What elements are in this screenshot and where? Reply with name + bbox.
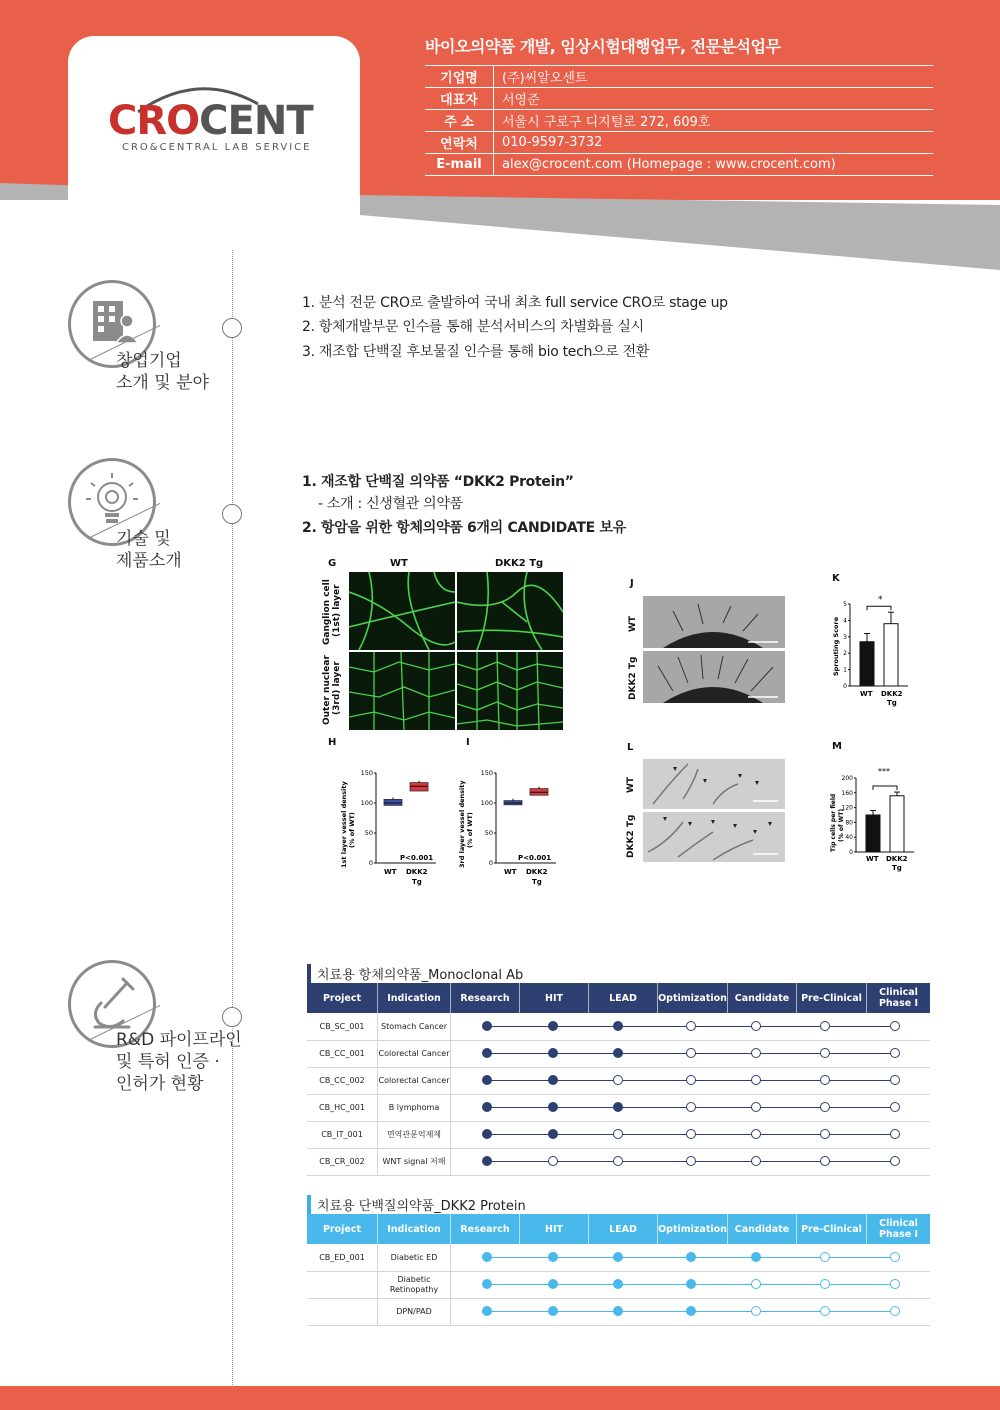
stage-dot-empty [751,1102,761,1112]
bar [866,815,880,852]
chart-m-xtick: Tg [892,864,902,872]
row-indication: Diabetic ED [378,1244,451,1271]
stage-dot-filled [548,1306,558,1316]
stage-dot-empty [613,1156,623,1166]
chart-i-pvalue: P<0.001 [518,854,552,862]
chart-i-vessel-density [452,760,562,890]
pipeline-row [307,1040,930,1068]
info-value: alex@crocent.com (Homepage : www.crocent.com) [494,154,934,176]
protein-pipeline-table [307,1214,930,1325]
row-project: CB_SC_001 [307,1013,378,1040]
stage-dot-empty [751,1306,761,1316]
pipeline-row [307,1094,930,1122]
bar [860,642,874,686]
stage-dot-filled [548,1279,558,1289]
header-stage-line: Phase I [878,998,919,1009]
header-stage [867,1214,930,1244]
y-tick-label: 0 [368,859,373,867]
chart-h-vessel-density [334,760,444,890]
vlabel-line: Outer nuclear [322,655,332,725]
stage-dot-filled [548,1048,558,1058]
stage-dot-filled [686,1252,696,1262]
stage-dot-empty [686,1075,696,1085]
header-stage: Candidate [728,1214,797,1244]
y-tick-label: 50 [484,829,493,837]
header-indication: Indication [378,1214,451,1244]
chart-k-ylabel: Sprouting Score [832,616,840,676]
header-stage: Optimization [658,1214,728,1244]
section-title-line: 소개 및 분야 [116,373,209,393]
row-project: CB_IT_001 [307,1121,378,1148]
protein-pipeline-title: 치료용 단백질의약품_DKK2 Protein [307,1195,526,1214]
row-project [307,1298,378,1325]
y-tick-label: 80 [845,819,853,827]
sprout-image-tg [643,651,785,703]
stage-dot-empty [751,1075,761,1085]
timeline-dot [222,504,242,524]
header-stage: Research [451,1214,520,1244]
company-info-table [425,65,933,176]
stage-dot-filled [482,1021,492,1031]
y-tick-label: 0 [488,859,493,867]
section-title-line: 기술 및 [116,529,171,549]
stage-dot-empty [820,1156,830,1166]
header-stage: Candidate [728,983,797,1013]
row-indication: DPN/PAD [378,1298,451,1325]
panel-g-row2-label [322,655,342,725]
logo-part2: CENT [199,98,313,144]
chart-h-xtick: DKK2 [406,868,428,876]
stage-dot-empty [751,1048,761,1058]
tip-cell-image-wt [643,759,785,809]
stage-dot-filled [482,1102,492,1112]
panel-label-m: M [832,741,842,752]
stage-dot-filled [482,1129,492,1139]
section-title-line: 창업기업 [116,351,182,371]
header-stage: Optimization [658,983,728,1013]
stage-dot-filled [548,1021,558,1031]
chart-m-xtick: WT [866,855,879,863]
panel-label-h: H [328,737,337,748]
stage-dot-empty [613,1075,623,1085]
stage-dot-empty [890,1129,900,1139]
vlabel-line: (3rd) layer [332,661,342,715]
y-tick-label: 100 [360,799,373,807]
info-label: E-mail [425,154,494,176]
stage-dot-filled [548,1252,558,1262]
micrograph-g-wt-1st [349,572,455,650]
stage-dot-filled [482,1048,492,1058]
pipeline-row [307,1121,930,1149]
stage-dot-filled [613,1252,623,1262]
panel-label-k: K [832,573,840,584]
stage-dot-empty [751,1279,761,1289]
intro-item: 1. 분석 전문 CRO로 출발하여 국내 최초 full service CRO로 stage up [302,295,728,311]
info-label: 주 소 [425,110,494,132]
significance-bracket [873,786,897,790]
section-title-line: 인허가 현황 [116,1074,204,1094]
y-tick-label: 3 [843,633,847,641]
panel-g-col-wt: WT [390,558,408,569]
chart-i-ylabel: (% of WT) [466,812,474,848]
micrograph-g-wt-3rd [349,652,455,730]
y-tick-label: 200 [841,775,853,782]
stage-dot-empty [890,1021,900,1031]
row-indication: Colorectal Cancer [378,1067,451,1094]
stage-dot-filled [482,1075,492,1085]
chart-i-xtick: WT [504,868,517,876]
stage-dot-filled [686,1279,696,1289]
intro-item: 2. 항체개발부문 인수를 통해 분석서비스의 차별화를 실시 [302,319,644,335]
info-value: 서영준 [494,88,934,110]
panel-j-row1-label: WT [628,615,638,632]
panel-label-g: G [328,558,337,569]
section-title-line: 제품소개 [116,551,182,571]
tip-cell-image-tg [643,812,785,862]
info-value: 010-9597-3732 [494,132,934,154]
info-row [425,154,933,176]
stage-dot-empty [751,1129,761,1139]
vlabel-line: Ganglion cell [322,579,332,645]
chart-m-sig: *** [878,767,890,776]
panel-label-j: J [630,578,634,589]
chart-k-xtick: WT [860,690,873,698]
stage-dot-empty [890,1102,900,1112]
stage-dot-empty [890,1156,900,1166]
sprout-image-wt [643,596,785,648]
logo-card [68,36,360,246]
stage-dot-empty [820,1048,830,1058]
y-tick-label: 5 [843,601,847,608]
stage-dot-empty [686,1102,696,1112]
row-project: CB_ED_001 [307,1244,378,1271]
chart-k-xtick: Tg [887,699,897,707]
tech-item-1-sub: - 소개 : 신생혈관 의약품 [318,496,463,512]
header-stage: Pre-Clinical [797,983,867,1013]
chart-k-sprouting [826,590,916,710]
bar [890,796,904,852]
info-row [425,132,933,154]
info-row [425,88,933,110]
section-title-company [116,350,209,394]
bar [884,624,898,686]
box [410,783,428,791]
stage-dot-empty [890,1306,900,1316]
header-stage-line: Clinical [879,1218,918,1229]
row-project: CB_HC_001 [307,1094,378,1121]
header-stage: HIT [520,983,589,1013]
section-title-line: 및 특허 인증 · [116,1052,220,1072]
y-tick-label: 40 [845,834,853,842]
stage-dot-empty [890,1048,900,1058]
chart-m-ylabel: Tip cells per field [830,793,837,852]
panel-label-l: L [627,742,634,753]
stage-dot-empty [820,1075,830,1085]
row-indication: 면역관문억제제 [378,1121,451,1148]
timeline-dot [222,1007,242,1027]
y-tick-label: 100 [480,799,493,807]
significance-bracket [867,606,891,610]
stage-dot-empty [890,1252,900,1262]
chart-i-ylabel: 3rd layer vessel density [458,780,466,868]
row-indication [378,1271,451,1298]
micrograph-g-tg-1st [457,572,563,650]
header-stage: Research [451,983,520,1013]
box [384,799,402,805]
stage-dot-filled [613,1102,623,1112]
chart-m-ylabel: (% of WT) [838,808,845,842]
pipeline-row [307,1298,930,1326]
stage-dot-filled [751,1252,761,1262]
stage-dot-filled [686,1306,696,1316]
y-tick-label: 120 [841,804,853,812]
row-indication-line: Diabetic [397,1274,431,1284]
stage-dot-empty [890,1279,900,1289]
header-stage: LEAD [589,1214,658,1244]
stage-dot-empty [686,1129,696,1139]
info-row [425,66,933,88]
y-tick-label: 1 [843,666,847,674]
info-label: 대표자 [425,88,494,110]
panel-g-col-tg: DKK2 Tg [495,558,544,569]
timeline-dot [222,318,242,338]
chart-h-ylabel: 1st layer vessel density [340,781,348,868]
stage-dot-empty [686,1156,696,1166]
stage-dot-filled [482,1306,492,1316]
chart-h-xtick: Tg [412,878,422,886]
chart-h-xtick: WT [384,868,397,876]
panel-l-row2-label: DKK2 Tg [626,814,636,858]
panel-label-i: I [466,737,470,748]
stage-dot-filled [548,1102,558,1112]
info-label: 연락처 [425,132,494,154]
header-stage: HIT [520,1214,589,1244]
info-label: 기업명 [425,66,494,88]
logo-part1: CRO [108,98,200,144]
header-stage: LEAD [589,983,658,1013]
y-tick-label: 50 [364,829,373,837]
stage-dot-filled [613,1306,623,1316]
section-title-rnd [116,1029,242,1095]
row-indication: Stomach Cancer [378,1013,451,1040]
header-stage [867,983,930,1013]
row-project: CB_CR_002 [307,1148,378,1175]
header-indication: Indication [378,983,451,1013]
row-indication: Colorectal Cancer [378,1040,451,1067]
pipeline-row [307,1244,930,1272]
intro-item: 3. 재조합 단백질 후보물질 인수를 통해 bio tech으로 전환 [302,344,650,360]
stage-dot-filled [548,1129,558,1139]
chart-h-pvalue: P<0.001 [400,854,434,862]
y-tick-label: 2 [843,650,847,658]
stage-dot-filled [482,1279,492,1289]
stage-dot-filled [613,1279,623,1289]
stage-dot-filled [548,1075,558,1085]
row-indication-line: Retinopathy [389,1284,439,1294]
stage-dot-empty [548,1156,558,1166]
stage-dot-empty [820,1306,830,1316]
stage-dot-empty [751,1021,761,1031]
pipeline-row [307,1067,930,1095]
antibody-pipeline-table [307,983,930,1175]
panel-g-row1-label [322,579,342,645]
y-tick-label: 0 [843,683,847,690]
section-title-tech [116,528,182,572]
header-project: Project [307,1214,378,1244]
tech-item-1: 1. 재조합 단백질 의약품 “DKK2 Protein” [302,474,574,490]
header-stage-line: Clinical [879,987,918,998]
footer-band [0,1386,1000,1410]
info-value: (주)씨알오센트 [494,66,934,88]
vlabel-line: (1st) layer [332,584,342,637]
chart-m-tip-cells [826,760,916,876]
stage-dot-filled [482,1252,492,1262]
row-project: CB_CC_002 [307,1067,378,1094]
chart-m-xtick: DKK2 [886,855,908,863]
chart-h-ylabel: (% of WT) [348,812,356,848]
info-value: 서울시 구로구 디지털로 272, 609호 [494,110,934,132]
row-project: CB_CC_001 [307,1040,378,1067]
stage-dot-filled [613,1021,623,1031]
panel-l-row1-label: WT [626,776,636,793]
stage-dot-empty [820,1102,830,1112]
row-indication: WNT signal 저해 [378,1148,451,1175]
header-stage: Pre-Clinical [797,1214,867,1244]
pipeline-row [307,1148,930,1176]
antibody-pipeline-title: 치료용 항체의약품_Monoclonal Ab [307,964,523,983]
stage-dot-empty [613,1129,623,1139]
stage-dot-empty [820,1129,830,1139]
y-tick-label: 150 [360,769,373,777]
logo [108,98,313,144]
stage-dot-empty [820,1021,830,1031]
stage-dot-empty [751,1156,761,1166]
row-indication: B lymphoma [378,1094,451,1121]
y-tick-label: 0 [849,849,853,856]
y-tick-label: 160 [841,789,853,797]
y-tick-label: 4 [843,617,847,625]
pipeline-header [307,1214,930,1244]
info-row [425,110,933,132]
stage-dot-filled [613,1048,623,1058]
stage-dot-empty [820,1252,830,1262]
stage-dot-empty [890,1075,900,1085]
stage-dot-empty [820,1279,830,1289]
y-tick-label: 150 [480,769,493,777]
timeline-line [232,250,233,1385]
tech-item-2: 2. 항암을 위한 항체의약품 6개의 CANDIDATE 보유 [302,520,626,536]
header-stage-line: Phase I [878,1229,919,1240]
panel-j-row2-label: DKK2 Tg [628,656,638,700]
chart-k-xtick: DKK2 [881,690,903,698]
stage-dot-filled [482,1156,492,1166]
pipeline-header [307,983,930,1013]
section-title-line: R&D 파이프라인 [116,1030,242,1050]
stage-dot-empty [686,1021,696,1031]
header-title: 바이오의약품 개발, 임상시험대행업무, 전문분석업무 [425,37,781,56]
chart-k-sig: * [878,595,883,605]
pipeline-row [307,1013,930,1041]
logo-subtitle: CRO&CENTRAL LAB SERVICE [122,142,312,153]
pipeline-row [307,1271,930,1299]
chart-i-xtick: DKK2 [526,868,548,876]
stage-dot-empty [686,1048,696,1058]
row-project [307,1271,378,1298]
chart-i-xtick: Tg [532,878,542,886]
micrograph-g-tg-3rd [457,652,563,730]
header-project: Project [307,983,378,1013]
